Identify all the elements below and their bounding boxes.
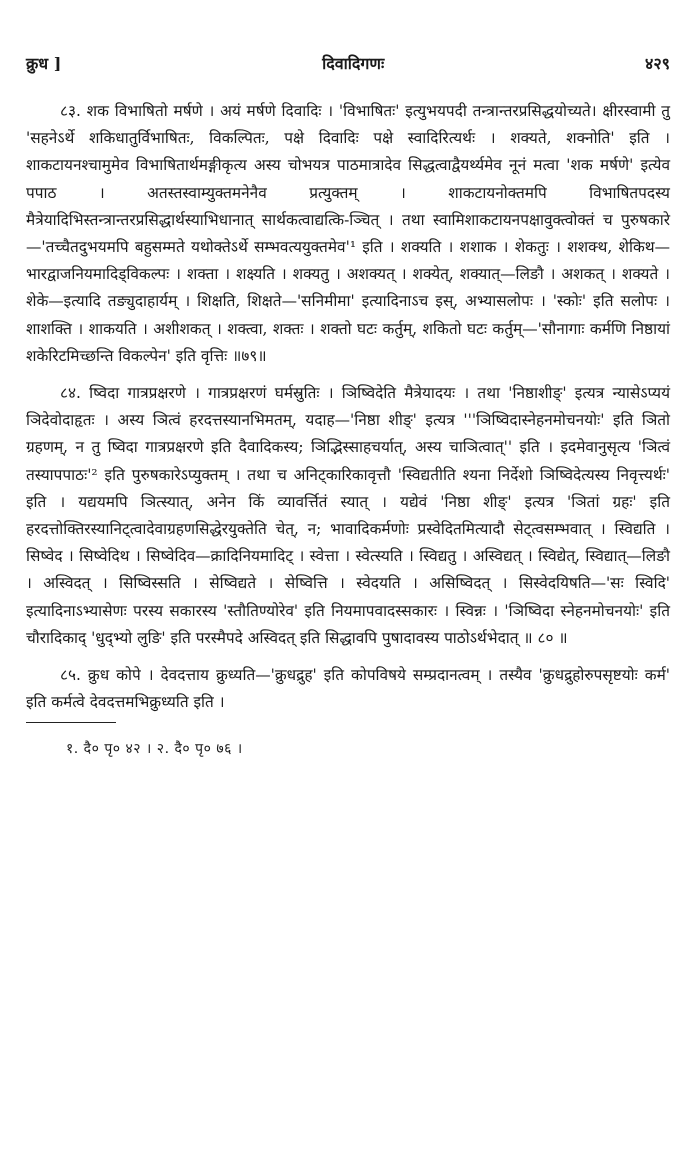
header-section-label: क्रुध ] bbox=[26, 54, 62, 73]
footnotes: १. दै० पृ० ४२ । २. दै० पृ० ७६ । bbox=[66, 741, 243, 758]
paragraph-85: ८५. क्रुध कोपे । देवदत्ताय क्रुध्यति—'क्रुधद्रुह' इति कोपविषये सम्प्रदानत्वम् । तस्यैव 'क्रुधद्रुहोरुपसृष्टयोः कर्म' इति कर्मत्वे देवदत्तमभिक्रुध्यति इति । bbox=[26, 666, 670, 712]
paragraph-84: ८४. ष्विदा गात्रप्रक्षरणे । गात्रप्रक्षरणं घर्मस्रुतिः । ञिष्विदेति मैत्रेयादयः । तथा 'निष्ठाशीङ्' इत्यत्र न्यासेऽप्ययं ञिदेवोदाहृतः । अस्य ञित्वं हरदत्तस्यानभिमतम्, यदाह—'निष्ठा शीङ्' इत्यत्र '''ञिष्विदास्नेहनमोचनयोः' इति ञितो ग्रहणम्, न तु ष्विदा गात्रप्रक्षरणे इति दैवादिकस्य; ञिद्भिस्साहचर्यात्, अस्य चाञित्वात्'' इति । इदमेवानुसृत्य 'ञित्वं तस्यापपाठः'² इति पुरुषकारेऽप्युक्तम् । तथा च अनिट्कारिकावृत्तौ 'स्विद्यतीति श्यना निर्देशो ञिष्विदेत्यस्य निवृत्त्यर्थः' इति । यद्ययमपि ञित्स्यात्, अनेन किं व्यावर्त्तितं स्यात् । यद्येवं 'निष्ठा शीङ्' इत्यत्र 'ञितां ग्रहः' इति हरदत्तोक्तिरस्यानिट्त्वादेवाग्रहणसिद्धेरयुक्तेति चेत्, न; भावादिकर्मणोः प्रस्वेदितमित्यादौ सेट्त्वसम्भवात् । स्विद्यति । सिष्वेद । सिष्वेदिथ । सिष्वेदिव—क्रादिनियमादिट् । स्वेत्ता । स्वेत्स्यति । स्विद्यतु । अस्विद्यत् । स्विद्येत्, स्विद्यात्—लिङौ । अस्विदत् । सिष्विस्सति । सेष्विद्यते । सेष्वित्ति । स्वेदयति । असिष्विदत् । सिस्वेदयिषति—'सः स्विदि' इत्यादिनाऽभ्यासेणः परस्य सकारस्य 'स्तौतिण्योरेव' इति नियमापवादस्सकारः । स्विन्नः । 'ञिष्विदा स्नेहनमोचनयोः' इति चौरादिकाद् 'धुद्भ्यो लुङि' इति परस्मैपदे अस्विदत् इति सिद्धावपि पुषादावस्य पाठोऽर्थभेदात् ॥ ८० ॥ bbox=[26, 384, 670, 647]
paragraph-83: ८३. शक विभाषितो मर्षणे । अयं मर्षणे दिवादिः । 'विभाषितः' इत्युभयपदी तन्त्रान्तरप्रसिद्धयोच्यते। क्षीरस्वामी तु 'सहनेऽर्थे शकिधातुर्विभाषितः, विकल्पितः, पक्षे दिवादिः पक्षे स्वादिरित्यर्थः । शक्यते, शक्नोति' इति । शाकटायनश्चामुमेव विभाषितार्थमङ्गीकृत्य अस्य चोभयत्र पाठमात्रादेव सिद्धत्वाद्वैयर्थ्यमेव नूनं मत्वा 'शक मर्षणे' इत्येव पपाठ । अतस्तस्वाम्युक्तमनेनैव प्रत्युक्तम् । शाकटायनोक्तमपि विभाषितपदस्य मैत्रेयादिभिस्तन्त्रान्तरप्रसिद्धार्थस्याभिधानात् सार्थकत्वाद्यत्कि-ञ्चित् । तथा स्वामिशाकटायनपक्षावुक्त्वोक्तं च पुरुषकारे—'तच्चैतदुभयमपि बहुसम्मते यथोक्तेऽर्थे सम्भवत्ययुक्तमेव'¹ इति । शक्यति । शशाक । शेकतुः । शशक्थ, शेकिथ—भारद्वाजनियमादिड्विकल्पः । शक्ता । शक्ष्यति । शक्यतु । अशक्यत् । शक्येत्, शक्यात्—लिङौ । अशकत् । शक्यते । शेके—इत्यादि तङ्युदाहार्यम् । शिक्षति, शिक्षते—'सनिमीमा' इत्यादिनाऽच इस्, अभ्यासलोपः । 'स्कोः' इति सलोपः । शाशक्ति । शाकयति । अशीशकत् । शक्त्वा, शक्तः । शक्तो घटः कर्तुम्, शकितो घटः कर्तुम्—'सौनागाः कर्मणि निष्ठायां शकेरिटमिच्छन्ति विकल्पेन' इति वृत्तिः ॥७९॥ bbox=[26, 102, 670, 365]
page bbox=[26, 52, 670, 758]
main-text bbox=[26, 98, 670, 716]
page-number: ४२९ bbox=[645, 54, 670, 73]
running-header bbox=[26, 52, 670, 74]
footnote-divider bbox=[26, 722, 116, 723]
header-title: दिवादिगणः bbox=[322, 54, 385, 73]
